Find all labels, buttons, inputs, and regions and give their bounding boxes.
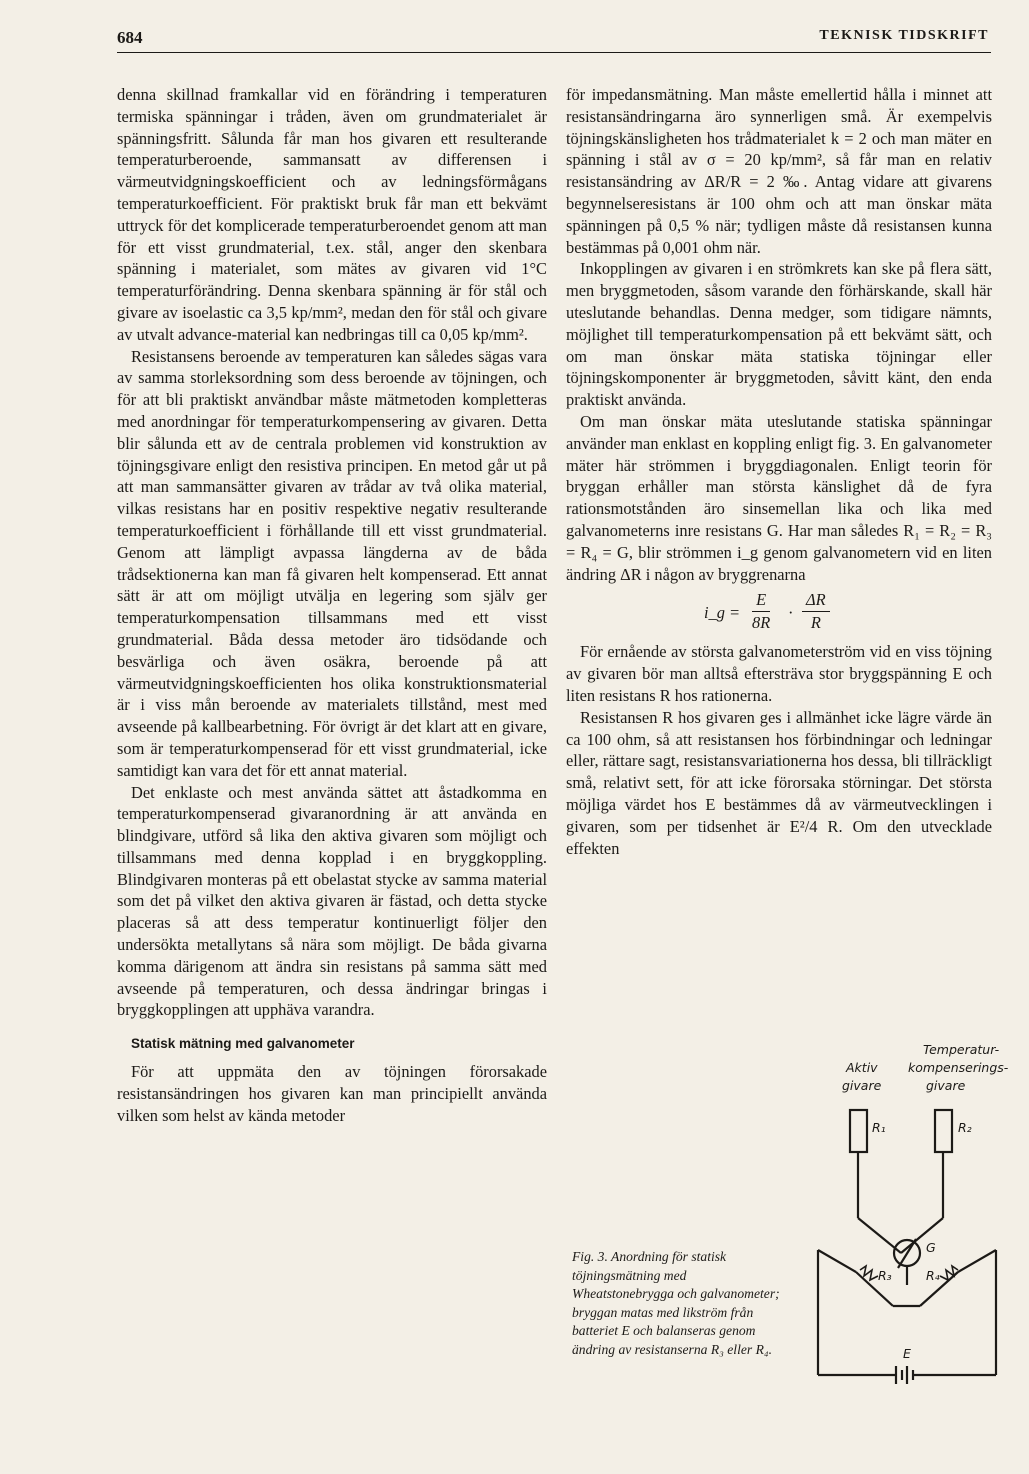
label-active-1: Aktiv — [846, 1060, 878, 1075]
label-r3: R₃ — [878, 1268, 892, 1283]
label-comp-3: givare — [926, 1078, 966, 1093]
left-column — [117, 84, 547, 1126]
label-comp-1: Temperatur- — [923, 1042, 1000, 1057]
paragraph: Det enklaste och mest använda sättet att åstadkomma en temperaturkompenserad givaranordning är att använda en blindgivare, utförd så lika den aktiva givaren som möjligt och tillsammans med denna kopplad i en bryggkoppling. Blindgivaren monteras på ett obelastat stycke av samma material som det på vilket den aktiva givaren är fästad, och detta stycke placeras så att dess temperatur kontinuerligt följer den undersökta metallytans så nära som möjligt. De båda givarna komma därigenom att ändra sin resistans på samma sätt med avseende på temperaturen, och dessa ändringar bringas i bryggkopplingen att upphäva varandra. — [117, 782, 547, 1020]
battery-icon — [896, 1366, 913, 1384]
current-formula — [566, 589, 992, 635]
formula-numerator: E — [752, 589, 770, 612]
paragraph: Inkopplingen av givaren i en strömkrets kan ske på flera sätt, men bryggmetoden, såsom varande den förhärskande, skall här uteslutande behandlas. Denna medger, som tidigare nämnts, möjlighet till temperaturkompensation på ett bekvämt sätt, och om man önskar mäta statiska töjningar eller töjningskomponenter är bryggmetoden, såvitt känt, den enda praktiskt använda. — [566, 259, 992, 410]
paragraph: Resistansens beroende av temperaturen kan således sägas vara av samma storleksordning som dess beroende av töjningen, och för att bli praktiskt användbar måste mätmetoden kompletteras med anordningar för temperaturkompensering av givaren. Detta blir sålunda ett av de centrala problemen vid konstruktion av töjningsgivare enligt den resistiva principen. En metod går ut på att man sammansätter givaren av trådar av två olika material, vilkas resistans har en positiv respektive negativ resulterande temperaturkoefficient i förhållande till ett visst grundmaterial. Genom att lämpligt avpassa längderna av de båda trådsektionerna kan man få givaren helt kompenserad. Ett annat sätt är att om möjligt utvälja en legering som själv ger temperaturkompensation tillsammans med ett visst grundmaterial. Båda dessa metoder äro tidsödande och besvärliga och även osäkra, beroende på att värmeutvidgningskoefficienten hos olika konstruktionsmaterial är i viss mån beroende av materialets tillstånd, mest med avseende på kallbearbetning. För övrigt är det klart att en givare, som är temperaturkompenserad för ett visst grundmaterial, icke samtidigt kan vara det för ett annat material. — [117, 346, 547, 780]
formula-lhs: i_g = — [704, 603, 741, 623]
formula-fraction-2 — [802, 589, 830, 634]
paragraph: denna skillnad framkallar vid en förändring i temperaturen termiska spänningar i tråden, även om grundmaterialet är spänningsfritt. Sålunda får man hos givaren ett resulterande temperaturberoende, sammansatt av differensen i värmeutvidgningskoefficient och av ledningsförmågans temperaturkoefficient. För praktiskt bruk får man ett bekvämt uttryck för det komplicerade temperaturberoendet genom att man för ett visst grundmaterial, t.ex. stål, anger den skenbara spänning i materialet, som mätes av givaren vid 1°C temperaturförändring. Denna skenbara spänning är för stål och givare av isoelastic ca 3,5 kp/mm², medan den för stål och givare av utvalt advance-material kan nedbringas till ca 0,05 kp/mm². — [117, 85, 547, 344]
formula-denominator: 8R — [752, 613, 771, 633]
figure-caption: Fig. 3. Anordning för statisk töjningsmätning med Wheatstonebrygga och galvanometer; bryggan matas med likström från batteriet E och balanseras genom ändring av resistanserna R₃ eller R₄. — [572, 1249, 780, 1357]
active-gauge-resistor — [850, 1110, 867, 1152]
paragraph: Om man önskar mäta uteslutande statiska spänningar använder man enklast en koppling enligt fig. 3. En galvanometer mäter här strömmen i bryggdiagonalen. Enligt teorin för bryggan erhåller man största känslighet då de fyra rationsmotstånden äro sinsemellan lika och lika med galvanometerns inre resistans G. Har man således R₁ = R₂ = R₃ = R₄ = G, blir strömmen i_g genom galvanometern vid en liten ändring ΔR i någon av bryggrenarna — [566, 411, 992, 584]
compensation-gauge-resistor — [935, 1110, 952, 1152]
section-heading: Statisk mätning med galvanometer — [131, 1036, 355, 1052]
formula-fraction-1 — [752, 589, 770, 634]
formula-denominator: R — [810, 613, 821, 633]
right-column — [566, 84, 992, 859]
formula-numerator: ΔR — [802, 589, 830, 612]
wheatstone-bridge-diagram — [808, 1040, 1008, 1390]
label-e: E — [903, 1346, 911, 1361]
formula-dot: · — [788, 603, 794, 623]
label-comp-2: kompenserings- — [908, 1060, 1008, 1075]
paragraph: För ernående av största galvanometerström vid en viss töjning av givaren bör man alltså eftersträva stor bryggspänning E och liten resistans R hos rationerna. — [566, 642, 992, 705]
paragraph: för impedansmätning. Man måste emellertid hålla i minnet att resistansändringarna äro synnerligen små. Är exempelvis töjningskänsligheten hos trådmaterialet k = 2 och man mäter en spänning i stål av σ = 20 kp/mm², så får man en relativ resistansändring av ΔR/R = 2 ‰. Antag vidare att givarens begynnelseresistans är 100 ohm och att man önskar mäta spänningen på 0,5 % när; tydligen måste då resistansen kunna bestämmas på 0,001 ohm när. — [566, 85, 992, 257]
header-rule — [117, 52, 991, 53]
label-r4: R₄ — [926, 1268, 940, 1283]
label-g: G — [926, 1240, 936, 1255]
paragraph: För att uppmäta den av töjningen förorsakade resistansändringen hos givaren kan man principiellt använda vilken som helst av kända metoder — [117, 1062, 547, 1125]
journal-title: TEKNISK TIDSKRIFT — [819, 28, 989, 43]
page-number: 684 — [117, 28, 143, 47]
label-r2: R₂ — [958, 1120, 972, 1135]
label-active-2: givare — [842, 1078, 882, 1093]
paragraph: Resistansen R hos givaren ges i allmänhet icke lägre värde än ca 100 ohm, så att resistansen hos förbindningar och ledningar eller, rättare sagt, resistansvariationerna hos dessa, bli tillräckligt små, relativt sett, för att icke förorsaka störningar. Det största möjliga värdet hos E bestämmes då av värmeutvecklingen i givaren, som per tidsenhet är E²/4 R. Om den utvecklade effekten — [566, 707, 992, 858]
label-r1: R₁ — [872, 1120, 886, 1135]
